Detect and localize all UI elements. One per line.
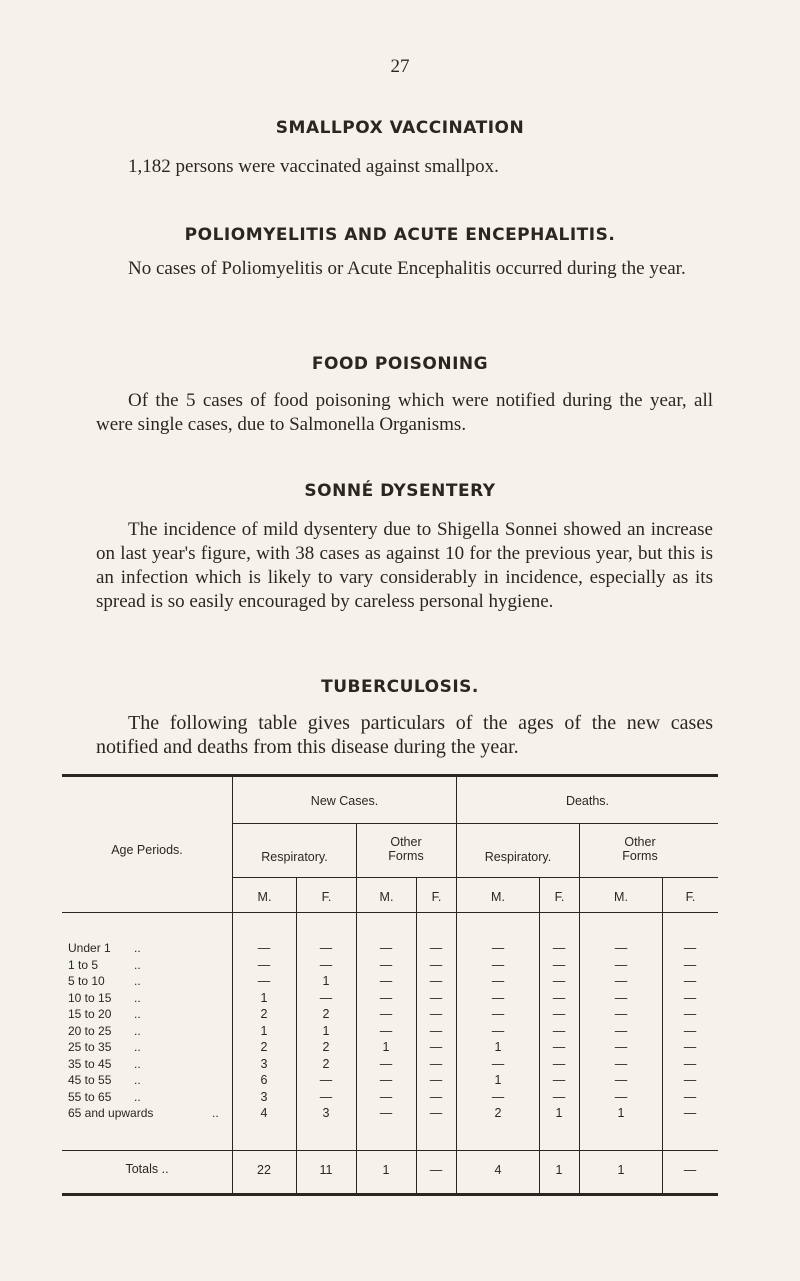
table-cell: — <box>614 1007 628 1021</box>
age-period-text: 35 to 45 <box>68 1056 112 1071</box>
table-cell: — <box>614 1073 628 1087</box>
table-cell: — <box>379 1007 393 1021</box>
smallpox-heading: SMALLPOX VACCINATION <box>275 118 525 138</box>
totals-cell: 1 <box>555 1163 563 1177</box>
totals-cell: 11 <box>319 1163 333 1177</box>
age-period-text: 45 to 55 <box>68 1073 112 1087</box>
table-cell: — <box>319 941 333 955</box>
table-cell: 2 <box>260 1007 268 1021</box>
age-period-text: 55 to 65 <box>68 1089 112 1104</box>
age-period-label <box>68 1090 228 1104</box>
age-period-text: 65 and upwards <box>68 1106 154 1120</box>
deaths-respiratory-header: Respiratory. <box>484 850 552 864</box>
table-cell: 1 <box>322 974 330 988</box>
subgroup-rule <box>233 877 718 878</box>
food-poisoning-heading: FOOD POISONING <box>311 354 489 374</box>
age-period-text: 10 to 15 <box>68 990 112 1005</box>
table-cell: — <box>552 1056 566 1071</box>
header-bottom-rule <box>62 912 718 913</box>
food-poisoning-text: Of the 5 cases of food poisoning which were notified during the year, all were single cases, due to Salmonella Organisms. <box>96 390 713 435</box>
table-cell: — <box>683 1056 697 1071</box>
totals-rule <box>62 1150 718 1151</box>
table-cell: 1 <box>382 1040 390 1054</box>
group-rule <box>233 823 718 824</box>
table-cell: — <box>257 974 271 988</box>
age-period-text: 5 to 10 <box>68 974 105 988</box>
totals-label <box>62 1162 232 1176</box>
table-cell: 1 <box>494 1073 502 1087</box>
table-cell: — <box>379 1106 393 1120</box>
age-period-text: 1 to 5 <box>68 957 99 972</box>
table-cell: — <box>552 1040 566 1054</box>
leader-dots: .. <box>134 1007 141 1021</box>
table-cell: 1 <box>494 1040 502 1054</box>
table-cell: — <box>491 1056 505 1071</box>
leader-dots: .. <box>134 974 141 988</box>
table-cell: — <box>552 974 566 988</box>
sex-f-header: F. <box>554 890 565 904</box>
new-respiratory-header: Respiratory. <box>261 850 328 864</box>
age-period-label <box>68 974 228 988</box>
table-cell: — <box>379 1073 393 1087</box>
table-cell: — <box>683 941 697 955</box>
tuberculosis-heading: TUBERCULOSIS. <box>321 677 479 697</box>
table-cell: — <box>683 1073 697 1087</box>
totals-label-text: Totals <box>125 1162 159 1176</box>
table-bottom-rule <box>62 1193 718 1196</box>
table-cell: — <box>614 957 628 972</box>
table-cell: — <box>614 990 628 1005</box>
table-cell: — <box>429 941 443 955</box>
table-cell: — <box>491 1089 505 1104</box>
table-cell: — <box>491 1023 505 1038</box>
leader-dots: .. <box>134 957 141 972</box>
age-period-label <box>68 1106 228 1120</box>
table-cell: 3 <box>260 1089 268 1104</box>
age-period-text: 25 to 35 <box>68 1040 112 1054</box>
sonne-dysentery-heading: SONNÉ DYSENTERY <box>304 481 496 501</box>
new-other-forms-header: Other Forms <box>388 835 424 863</box>
table-cell: — <box>379 990 393 1005</box>
table-cell: — <box>614 1056 628 1071</box>
sex-f-header: F. <box>321 890 332 904</box>
table-cell: — <box>683 974 697 988</box>
age-period-label <box>68 1040 228 1054</box>
table-cell: — <box>319 1089 333 1104</box>
leader-dots: .. <box>134 1023 141 1038</box>
table-cell: — <box>429 1089 443 1104</box>
table-cell: 1 <box>260 990 268 1005</box>
table-cell: — <box>429 1106 443 1120</box>
age-period-text: 15 to 20 <box>68 1007 112 1021</box>
table-cell: — <box>683 1040 697 1054</box>
sex-m-header: M. <box>614 890 628 904</box>
tuberculosis-text: The following table gives particulars of the ages of the new cases notified and deaths from this disease during the year. <box>96 712 713 758</box>
table-cell: — <box>614 941 628 955</box>
leader-dots: .. <box>134 1089 141 1104</box>
table-cell: — <box>379 974 393 988</box>
table-cell: — <box>319 990 333 1005</box>
age-period-label <box>68 991 228 1005</box>
page-number: 27 <box>390 56 410 77</box>
sex-f-header: F. <box>431 890 442 904</box>
deaths-header: Deaths. <box>565 794 610 808</box>
age-period-text: Under 1 <box>68 941 111 955</box>
sex-m-header: M. <box>379 890 394 904</box>
age-period-label <box>68 1057 228 1071</box>
age-period-label <box>68 1073 228 1087</box>
leader-dots: .. <box>134 1073 141 1087</box>
leader-dots: .. <box>212 1106 219 1120</box>
table-cell: — <box>379 1089 393 1104</box>
table-cell: — <box>491 990 505 1005</box>
totals-cell: — <box>429 1163 443 1177</box>
table-cell: 3 <box>260 1056 268 1071</box>
table-cell: 2 <box>494 1106 502 1120</box>
table-cell: — <box>429 974 443 988</box>
table-cell: — <box>552 957 566 972</box>
table-cell: — <box>319 1073 333 1087</box>
table-cell: — <box>683 1106 697 1120</box>
table-cell: — <box>379 941 393 955</box>
table-cell: — <box>552 941 566 955</box>
sex-m-header: M. <box>491 890 505 904</box>
age-period-text: 20 to 25 <box>68 1023 112 1038</box>
age-period-label <box>68 1007 228 1021</box>
table-cell: 1 <box>555 1106 563 1120</box>
table-cell: — <box>552 1007 566 1021</box>
polio-heading: POLIOMYELITIS AND ACUTE ENCEPHALITIS. <box>184 225 616 245</box>
table-top-rule <box>62 774 718 777</box>
table-cell: — <box>683 1089 697 1104</box>
table-cell: 1 <box>260 1023 268 1038</box>
table-cell: — <box>379 957 393 972</box>
totals-dots: .. <box>161 1162 169 1176</box>
totals-cell: — <box>683 1163 697 1177</box>
table-cell: — <box>429 1056 443 1071</box>
leader-dots: .. <box>134 1040 141 1054</box>
table-cell: — <box>683 1007 697 1021</box>
table-cell: 1 <box>322 1023 330 1038</box>
table-cell: 3 <box>322 1106 330 1120</box>
table-cell: — <box>552 1023 566 1038</box>
totals-cell: 4 <box>494 1163 502 1177</box>
table-cell: — <box>429 957 443 972</box>
sex-m-header: M. <box>257 890 272 904</box>
table-cell: 6 <box>260 1073 268 1087</box>
age-period-label <box>68 941 228 955</box>
col-rule <box>232 777 233 1193</box>
table-cell: — <box>491 957 505 972</box>
table-cell: — <box>614 974 628 988</box>
table-cell: — <box>491 941 505 955</box>
table-cell: — <box>319 957 333 972</box>
table-cell: — <box>379 1056 393 1071</box>
table-cell: 2 <box>322 1056 330 1071</box>
table-cell: — <box>379 1023 393 1038</box>
table-cell: — <box>552 1089 566 1104</box>
table-cell: — <box>614 1089 628 1104</box>
totals-cell: 22 <box>257 1163 271 1177</box>
table-cell: — <box>429 990 443 1005</box>
sex-f-header: F. <box>685 890 696 904</box>
table-cell: — <box>614 1040 628 1054</box>
table-cell: — <box>429 1073 443 1087</box>
age-period-label <box>68 1024 228 1038</box>
table-cell: — <box>683 1023 697 1038</box>
polio-text: No cases of Poliomyelitis or Acute Encephalitis occurred during the year. <box>128 258 686 279</box>
new-cases-header: New Cases. <box>310 794 379 808</box>
totals-cell: 1 <box>617 1163 625 1177</box>
sonne-dysentery-text: The incidence of mild dysentery due to Shigella Sonnei showed an increase on last year's figure, with 38 cases as against 10 for the previous year, but this is an infection which is likely to vary considerably in incidence, especially as its spread is so easily encouraged by careless personal hygiene. <box>96 519 713 612</box>
table-cell: — <box>257 941 271 955</box>
table-cell: — <box>429 1040 443 1054</box>
table-cell: 4 <box>260 1106 268 1120</box>
age-period-label <box>68 958 228 972</box>
table-cell: — <box>429 1023 443 1038</box>
table-cell: — <box>257 957 271 972</box>
leader-dots: .. <box>134 1056 141 1071</box>
leader-dots: .. <box>134 941 141 955</box>
table-cell: — <box>683 957 697 972</box>
table-cell: — <box>491 1007 505 1021</box>
smallpox-text: 1,182 persons were vaccinated against smallpox. <box>128 156 499 177</box>
table-cell: — <box>429 1007 443 1021</box>
table-cell: — <box>614 1023 628 1038</box>
table-cell: — <box>491 974 505 988</box>
leader-dots: .. <box>134 990 141 1005</box>
table-cell: — <box>552 990 566 1005</box>
table-cell: — <box>683 990 697 1005</box>
deaths-other-forms-header: Other Forms <box>622 835 658 863</box>
table-cell: — <box>552 1073 566 1087</box>
table-cell: 2 <box>322 1040 330 1054</box>
table-cell: 2 <box>322 1007 330 1021</box>
table-cell: 2 <box>260 1040 268 1054</box>
table-cell: 1 <box>617 1106 625 1120</box>
age-periods-header: Age Periods. <box>111 843 183 857</box>
totals-cell: 1 <box>382 1163 390 1177</box>
